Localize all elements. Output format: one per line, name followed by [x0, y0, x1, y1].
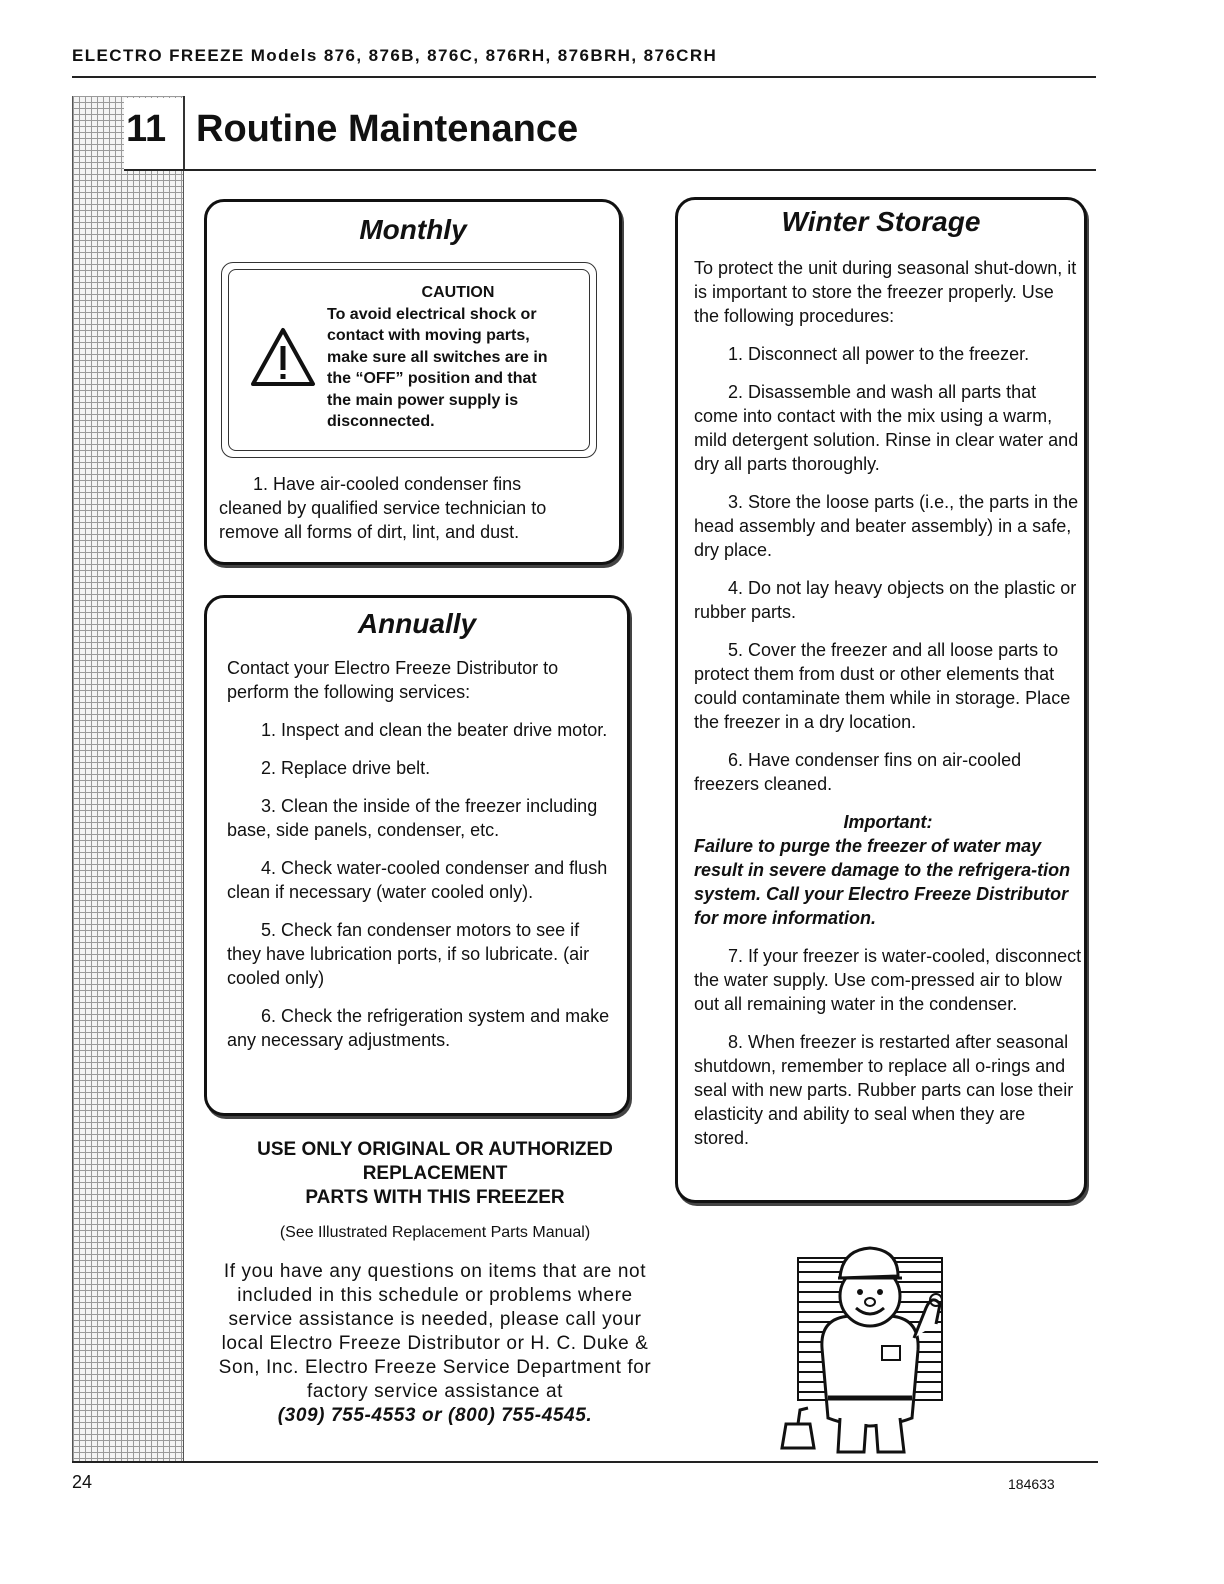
- caution-line: To avoid electrical shock or: [327, 305, 537, 323]
- winter-item: 4. Do not lay heavy objects on the plastic or rubber parts.: [694, 578, 1077, 622]
- caution-line: contact with moving parts,: [327, 327, 530, 344]
- document-header: ELECTRO FREEZE Models 876, 876B, 876C, 876RH, 876BRH, 876CRH: [72, 46, 718, 65]
- caution-inner-border: [228, 269, 590, 451]
- winter-storage-content: [694, 256, 1082, 1164]
- notice-see-manual: (See Illustrated Replacement Parts Manual): [279, 1224, 591, 1241]
- section-number: 11: [126, 108, 167, 150]
- page-number: 24: [72, 1472, 93, 1492]
- monthly-item: [219, 472, 589, 544]
- winter-item: 5. Cover the freezer and all loose parts to protect them from dust or other elements that could contaminate them while in storage. Place the freezer in a dry location.: [694, 640, 1071, 732]
- annually-item: 5. Check fan condenser motors to see if they have lubrication ports, if so lubricate. (air cooled only): [227, 920, 590, 988]
- monthly-title: Monthly: [359, 214, 467, 245]
- notice-body-text: If you have any questions on items that are not included in this schedule or problems where service assistance is needed, please call your local Electro Freeze Distributor or H. C. Duke & Son, Inc. Electro Freeze Service Department for factory service assistance at: [218, 1261, 652, 1402]
- title-rule: [124, 169, 1096, 171]
- notice-line: PARTS WITH THIS FREEZER: [305, 1187, 565, 1208]
- caution-line: make sure all switches are in: [327, 348, 548, 366]
- winter-item: 2. Disassemble and wash all parts that come into contact with the mix using a warm, mild detergent solution. Rinse in clear water and dry all parts thoroughly.: [694, 382, 1079, 474]
- winter-item: 3. Store the loose parts (i.e., the parts in the head assembly and beater assembly) in a safe, dry place.: [694, 492, 1079, 560]
- monthly-item-text: 1. Have air-cooled condenser fins cleaned by qualified service technician to remove all forms of dirt, lint, and dust.: [219, 474, 547, 542]
- document-id: 184633: [1008, 1476, 1055, 1492]
- winter-item: 7. If your freezer is water-cooled, disconnect the water supply. Use com-pressed air to blow out all remaining water in the condenser.: [694, 946, 1082, 1014]
- notice-line: USE ONLY ORIGINAL OR AUTHORIZED: [257, 1139, 613, 1160]
- winter-item: 8. When freezer is restarted after seasonal shutdown, remember to replace all o-rings and seal with new parts. Rubber parts can lose their elasticity and ability to seal when they are stored.: [694, 1032, 1074, 1148]
- winter-item: 6. Have condenser fins on air-cooled freezers cleaned.: [694, 750, 1022, 794]
- caution-heading: CAUTION: [421, 284, 495, 301]
- notice-line: REPLACEMENT: [362, 1163, 508, 1184]
- important-label: Important:: [843, 812, 933, 832]
- annually-item: 6. Check the refrigeration system and make any necessary adjustments.: [227, 1006, 610, 1050]
- annually-panel: [204, 595, 630, 1116]
- annually-item: 3. Clean the inside of the freezer including base, side panels, condenser, etc.: [227, 796, 598, 840]
- caution-line: the main power supply is: [327, 391, 519, 409]
- annually-content: [227, 656, 613, 1066]
- winter-storage-title: Winter Storage: [781, 206, 981, 237]
- grid-margin-strip: [72, 96, 184, 1462]
- caution-line: the “OFF” position and that: [327, 370, 537, 387]
- monthly-panel: [204, 199, 622, 565]
- warning-triangle-icon: [249, 326, 317, 388]
- replacement-notice: [205, 1138, 665, 1428]
- service-mascot-icon: [780, 1238, 960, 1460]
- section-divider: [183, 96, 185, 170]
- annually-item: 4. Check water-cooled condenser and flush clean if necessary (water cooled only).: [227, 858, 608, 902]
- notice-body: [205, 1260, 665, 1428]
- annually-intro: Contact your Electro Freeze Distributor to perform the following services:: [227, 658, 559, 702]
- winter-storage-panel: [675, 197, 1087, 1203]
- header-rule: [72, 76, 1096, 78]
- winter-intro: To protect the unit during seasonal shut-down, it is important to store the freezer properly. Use the following procedures:: [694, 258, 1077, 326]
- caution-text: [327, 282, 589, 433]
- winter-item: 1. Disconnect all power to the freezer.: [728, 344, 1030, 364]
- annually-item: 1. Inspect and clean the beater drive motor.: [261, 720, 608, 740]
- caution-box: [221, 262, 597, 458]
- section-title: Routine Maintenance: [196, 108, 579, 150]
- annually-title: Annually: [357, 608, 477, 639]
- notice-phone: (309) 755-4553 or (800) 755-4545.: [277, 1405, 593, 1426]
- footer-rule: [72, 1461, 1098, 1463]
- caution-line: disconnected.: [327, 413, 435, 430]
- annually-item: 2. Replace drive belt.: [261, 758, 431, 778]
- important-text: Failure to purge the freezer of water may result in severe damage to the refrigera-tion system. Call your Electro Freeze Distributor for more information.: [694, 836, 1071, 928]
